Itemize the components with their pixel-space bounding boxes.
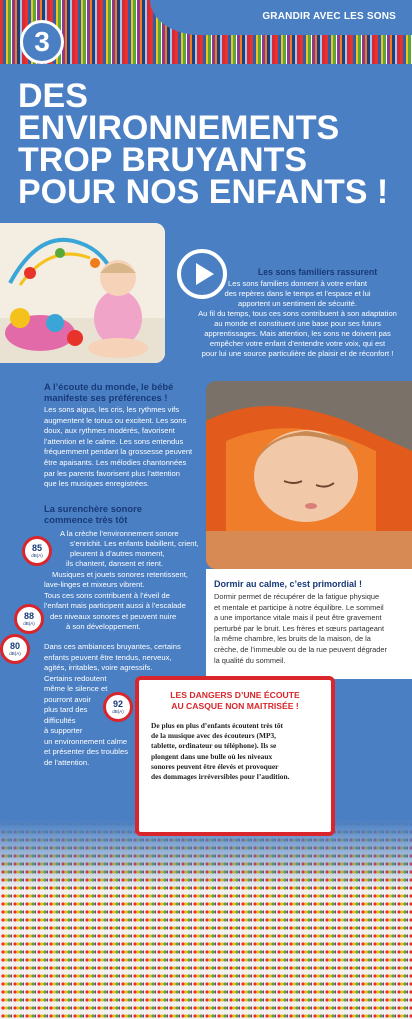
escalation-line: l’enfant mais participent aussi à l’escalade bbox=[44, 601, 186, 610]
decibel-badge bbox=[0, 634, 30, 664]
intro-line: Les sons familiers donnent à votre enfant bbox=[228, 279, 367, 288]
escalation-line: difficultés bbox=[44, 716, 76, 725]
decibel-unit: dB(A) bbox=[9, 651, 21, 656]
escalation-line: Certains redoutent bbox=[44, 674, 107, 683]
escalation-line: plus tard des bbox=[44, 705, 88, 714]
halftone-dot-pattern bbox=[0, 820, 412, 1019]
listening-line: l’attention et le calme. Les sons entendus bbox=[44, 436, 184, 446]
sleep-line: crèche, de l’immeuble ou de la rue peuvent dégrader bbox=[214, 644, 387, 654]
sleep-line: la qualité du sommeil. bbox=[214, 655, 286, 665]
sleep-line: Dormir permet de récupérer de la fatigue physique bbox=[214, 592, 380, 601]
escalation-line: à son développement. bbox=[66, 622, 141, 631]
listening-line: doux, aux rythmes modérés, favorisent bbox=[44, 426, 175, 436]
escalation-line: pleurent à d’autres moment, bbox=[70, 549, 165, 558]
sleeping-child-photo bbox=[206, 381, 412, 569]
listening-heading bbox=[44, 381, 204, 403]
decibel-unit: dB(A) bbox=[112, 709, 124, 714]
escalation-heading-line: commence très tôt bbox=[44, 514, 128, 525]
escalation-line: Musiques et jouets sonores retentissent, bbox=[52, 570, 188, 579]
warning-line: sonores peuvent être élevés et provoquer bbox=[151, 761, 279, 771]
sleep-card bbox=[206, 569, 412, 679]
escalation-line: même le silence et bbox=[44, 684, 108, 693]
escalation-line: agités, irritables, voire agressifs. bbox=[44, 663, 153, 672]
listening-section bbox=[44, 381, 204, 490]
escalation-line: enfants peuvent être tendus, nerveux, bbox=[44, 653, 172, 662]
sleep-line: perturbé par le bruit. Les frères et sœurs partageant bbox=[214, 623, 385, 633]
escalation-line: ils chantent, dansent et rient. bbox=[66, 559, 164, 568]
intro-line: des repères dans le temps et l’espace et lui bbox=[224, 289, 371, 298]
listening-line: Les sons aigus, les cris, les rythmes vifs bbox=[44, 405, 180, 414]
decibel-badge bbox=[22, 536, 52, 566]
sleep-text bbox=[214, 592, 404, 666]
escalation-line: de l’attention. bbox=[44, 758, 90, 767]
decibel-badge bbox=[103, 692, 133, 722]
chapter-number: 3 bbox=[20, 20, 64, 64]
escalation-line: s’enrichit. Les enfants babillent, crient, bbox=[70, 539, 199, 548]
sleep-line: la même chambre, les bruits de la maison, de la bbox=[214, 634, 371, 644]
decibel-unit: dB(A) bbox=[31, 553, 43, 558]
listening-line: que les musiques enregistrées. bbox=[44, 479, 150, 489]
intro-line: pour lui une source particulière de plaisir et de réconfort ! bbox=[201, 349, 394, 358]
sleep-heading: Dormir au calme, c’est primordial ! bbox=[214, 579, 363, 589]
warning-heading bbox=[151, 690, 319, 711]
warning-line: De plus en plus d’enfants écoutent très tôt bbox=[151, 721, 284, 730]
intro-line: apprentissages. Mais attention, les sons ne doivent pas bbox=[204, 329, 391, 338]
warning-line: des dommages irréversibles pour l’audition. bbox=[151, 772, 290, 782]
listening-line: par les parents favorisent plus l’attention bbox=[44, 468, 180, 478]
listening-line: augmentent le tonus ou excitent. Les sons bbox=[44, 415, 187, 425]
intro-block bbox=[190, 267, 405, 359]
warning-line: plongent dans une bulle où les niveaux bbox=[151, 751, 273, 761]
escalation-line: Tous ces sons contribuent à l’éveil de bbox=[44, 591, 170, 600]
decibel-value: 88 bbox=[23, 611, 34, 621]
warning-heading-line: LES DANGERS D’UNE ÉCOUTE bbox=[170, 690, 300, 700]
decibel-unit: dB(A) bbox=[23, 621, 35, 626]
escalation-line: des niveaux sonores et peuvent nuire bbox=[50, 612, 177, 621]
intro-line: Au fil du temps, tous ces sons contribuent à son adaptation bbox=[198, 309, 397, 318]
warning-text bbox=[151, 721, 319, 782]
warning-line: de la musique avec des écouteurs (MP3, bbox=[151, 731, 277, 741]
sleep-line: et mentale et participe à notre équilibre. Le sommeil bbox=[214, 602, 384, 612]
intro-line: apportent un sentiment de sécurité. bbox=[237, 299, 358, 308]
escalation-heading-line: La surenchère sonore bbox=[44, 503, 142, 514]
listening-heading-line: manifeste ses préférences ! bbox=[44, 392, 168, 403]
decibel-badge bbox=[14, 604, 44, 634]
escalation-line: pourront avoir bbox=[44, 695, 91, 704]
warning-heading-line: AU CASQUE NON MAITRISÉE ! bbox=[171, 700, 299, 711]
headphone-warning-box bbox=[135, 676, 335, 836]
escalation-line: à supporter bbox=[44, 726, 83, 735]
escalation-line: Dans ces ambiances bruyantes, certains bbox=[44, 642, 181, 651]
page-title: DES ENVIRONNEMENTS TROP BRUYANTS POUR NOS ENFANTS ! bbox=[18, 77, 389, 211]
escalation-line: lave-linges et mixeurs vibrent. bbox=[44, 580, 145, 589]
sleep-line: a une importance vitale mais il peut être gravement bbox=[214, 613, 382, 623]
decibel-value: 80 bbox=[9, 641, 20, 651]
decibel-value: 92 bbox=[112, 699, 123, 709]
decibel-value: 85 bbox=[31, 543, 42, 553]
listening-line: fréquemment pendant la grossesse peuvent bbox=[44, 447, 193, 457]
escalation-line: et présenter des troubles bbox=[44, 747, 129, 756]
listening-line: être apaisants. Les mélodies chantonnées bbox=[44, 457, 187, 467]
intro-heading: Les sons familiers rassurent bbox=[257, 267, 378, 277]
escalation-heading bbox=[44, 503, 204, 525]
listening-heading-line: A l’écoute du monde, le bébé bbox=[44, 381, 174, 392]
section-tag: GRANDIR AVEC LES SONS bbox=[262, 11, 396, 22]
intro-line: empêcher votre enfant d’entendre votre voix, qui est bbox=[209, 339, 386, 348]
intro-line: au monde et constituent une base pour ses futurs bbox=[214, 319, 381, 328]
escalation-line: A la crèche l’environnement sonore bbox=[60, 529, 179, 538]
baby-playing-photo bbox=[0, 223, 165, 363]
warning-line: tablette, ordinateur ou téléphone). Ils se bbox=[151, 741, 277, 751]
escalation-line: un environnement calme bbox=[44, 737, 128, 746]
